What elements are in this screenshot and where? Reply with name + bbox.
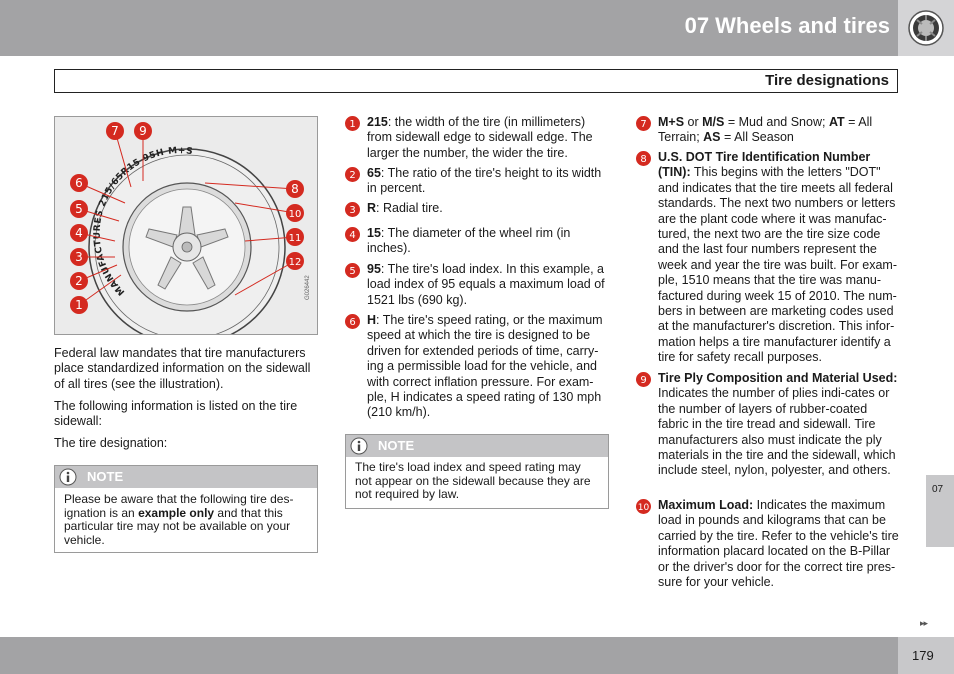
callout-10 <box>286 204 304 222</box>
svg-text:5: 5 <box>349 266 356 277</box>
svg-text:12: 12 <box>288 257 302 268</box>
item-text: 15: The diameter of the wheel rim (in inches). <box>367 226 571 256</box>
note-label: NOTE <box>87 469 124 484</box>
tire-designation-label: The tire designation: <box>54 436 168 450</box>
svg-text:8: 8 <box>640 154 647 165</box>
info-icon <box>59 468 77 486</box>
tire-sidewall-illustration <box>54 116 318 335</box>
callout-4 <box>70 224 88 242</box>
svg-text:3: 3 <box>349 205 356 216</box>
item-text: 65: The ratio of the tire's height to its width in percent. <box>367 166 602 196</box>
svg-text:6: 6 <box>75 176 83 190</box>
number-badge <box>636 499 651 514</box>
svg-text:3: 3 <box>75 250 83 264</box>
number-badge <box>345 314 360 329</box>
number-badge <box>636 151 651 166</box>
note-text: Please be aware that the following tire des-ignation is an example only and that this particular tire may not be available on your vehicle. <box>64 492 294 547</box>
callout-2 <box>70 272 88 290</box>
sidewall-info-paragraph: The following information is listed on the tire sidewall: <box>54 399 298 429</box>
next-page-arrows-icon: ▸▸ <box>920 618 928 628</box>
svg-text:4: 4 <box>349 230 356 241</box>
number-badge <box>636 116 651 131</box>
svg-text:7: 7 <box>111 124 119 138</box>
number-badge <box>345 202 360 217</box>
section-title: Tire designations <box>765 72 889 89</box>
intro-paragraph: Federal law mandates that tire manufacturers place standardized information on the sidewall of all tires (see the illustration). <box>54 346 311 391</box>
svg-text:8: 8 <box>291 182 299 196</box>
number-badge <box>345 263 360 278</box>
item-text: U.S. DOT Tire Identification Number (TIN): This begins with the letters "DOT" and indicates that the tire meets all federal standards. The next two numbers or letters are the plant code where it was manufac-tured, the next two are the tire size code and the last four numbers represent the week and year the tire was built. For exam-ple, 1510 means that the tire was manu-factured during week 15 of 2010. The num-bers in between are marketing codes used at the manufacturer's discretion. This infor-mation helps a tire manufacturer identify a tire for safety recall purposes. <box>658 150 897 365</box>
svg-text:10: 10 <box>288 209 302 220</box>
info-icon <box>350 437 368 455</box>
section-bar <box>54 69 898 93</box>
svg-text:9: 9 <box>139 124 147 138</box>
number-badge <box>345 116 360 131</box>
svg-text:5: 5 <box>75 202 83 216</box>
svg-text:4: 4 <box>75 226 83 240</box>
callout-12 <box>286 252 304 270</box>
chapter-side-tab-label: 07 <box>932 484 944 495</box>
callout-5 <box>70 200 88 218</box>
svg-text:2: 2 <box>349 170 356 181</box>
figure-code: G026442 <box>305 275 311 300</box>
svg-text:10: 10 <box>637 503 650 513</box>
svg-text:2: 2 <box>75 274 83 288</box>
callout-9 <box>134 122 152 140</box>
chapter-title: 07 Wheels and tires <box>684 13 890 38</box>
item-text: Tire Ply Composition and Material Used: Indicates the number of plies indi-cates or the number of layers of rubber-coated fabric in the tire tread and sidewall. Tire manufacturers also must indicate the ply materials in the tire and the sidewall, which include steel, nylon, polyester, and others. <box>658 371 898 478</box>
sidewall-text: MANUFACTURES 215/65R15 95H M+S <box>92 146 194 297</box>
note-box-load-index <box>345 434 609 509</box>
item-text: R: Radial tire. <box>367 201 443 215</box>
number-badge <box>636 372 651 387</box>
note-label: NOTE <box>378 438 415 453</box>
svg-text:1: 1 <box>349 119 356 130</box>
callout-11 <box>286 228 304 246</box>
item-text: 95: The tire's load index. In this example, a load index of 95 equals a maximum load of 1521 lbs (690 kg). <box>367 262 605 307</box>
note-header <box>55 466 317 488</box>
note-box-example <box>54 465 318 553</box>
note-header <box>346 435 608 457</box>
svg-text:1: 1 <box>75 298 83 312</box>
callout-3 <box>70 248 88 266</box>
number-badge <box>345 227 360 242</box>
svg-text:11: 11 <box>288 233 302 244</box>
footer-bar <box>0 637 898 674</box>
note-text: The tire's load index and speed rating may not appear on the sidewall because they are not required by law. <box>355 460 591 502</box>
callout-7 <box>106 122 124 140</box>
callout-8 <box>286 180 304 198</box>
number-badge <box>345 167 360 182</box>
item-text: H: The tire's speed rating, or the maximum speed at which the tire is designed to be driven for extended periods of time, carry-ing a permissible load for the vehicle, and with correct inflation pressure. For exam-ple, H indicates a speed rating of 130 mph (210 km/h). <box>367 313 603 420</box>
item-text: Maximum Load: Indicates the maximum load in pounds and kilograms that can be carried by the tire. Refer to the vehicle's tire information placard located on the B-Pillar or the driver's door for the correct tire pres-sure for your vehicle. <box>658 498 899 590</box>
callout-6 <box>70 174 88 192</box>
callout-1 <box>70 296 88 314</box>
item-text: 215: the width of the tire (in millimeters) from sidewall edge to sidewall edge. The larger the number, the wider the tire. <box>367 115 593 160</box>
tire-chapter-icon <box>898 0 954 56</box>
svg-text:7: 7 <box>640 119 647 130</box>
page-number: 179 <box>912 648 934 663</box>
item-text: M+S or M/S = Mud and Snow; AT = All Terrain; AS = All Season <box>658 115 873 145</box>
svg-text:9: 9 <box>640 375 647 386</box>
svg-text:6: 6 <box>349 317 356 328</box>
